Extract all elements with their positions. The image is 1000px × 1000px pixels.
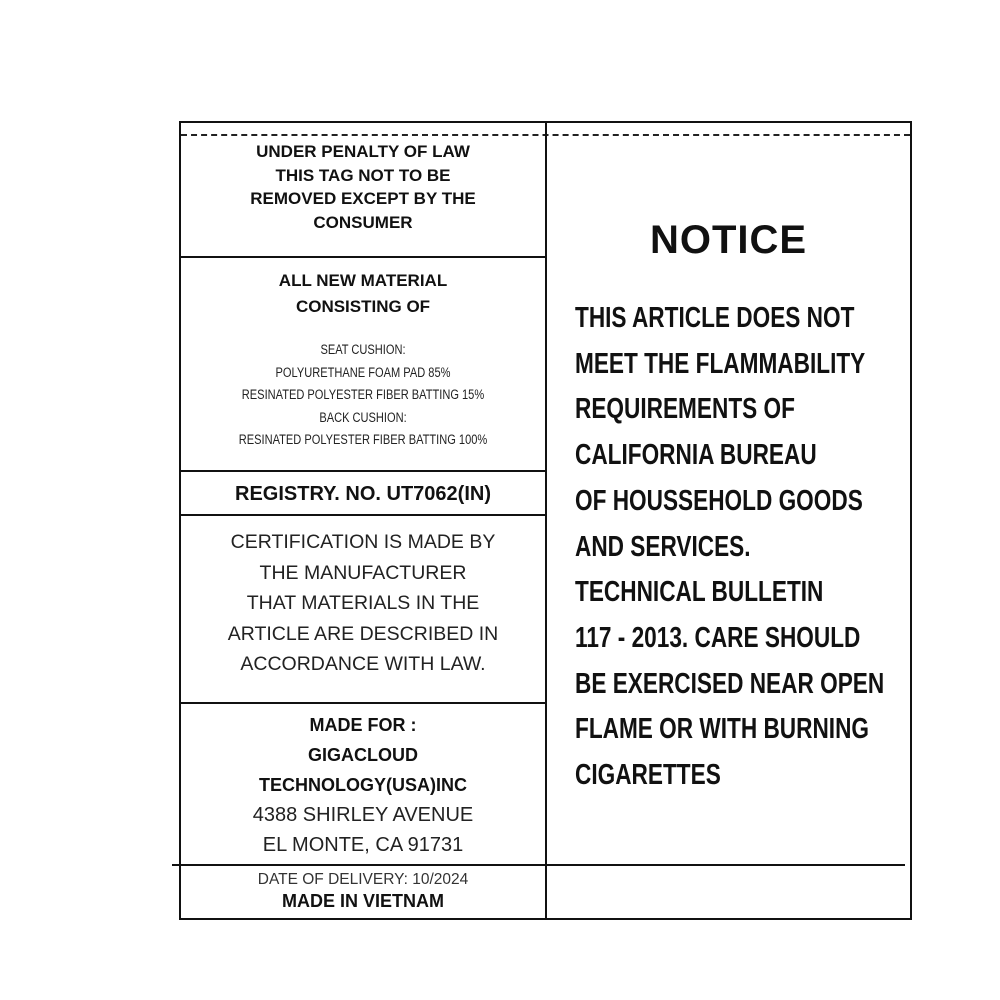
made-for-block: MADE FOR : GIGACLOUD TECHNOLOGY(USA)INC — [259, 715, 467, 795]
divider-5 — [172, 864, 905, 866]
delivery-date: DATE OF DELIVERY: 10/2024 — [257, 871, 469, 888]
address-block: 4388 SHIRLEY AVENUE EL MONTE, CA 91731 — [252, 804, 474, 856]
registry-number: REGISTRY. NO. UT7062(IN) — [235, 483, 491, 505]
material-header: ALL NEW MATERIAL CONSISTING OF — [278, 271, 448, 316]
country-of-origin: MADE IN VIETNAM — [282, 891, 444, 911]
warning-text: UNDER PENALTY OF LAW THIS TAG NOT TO BE REMOVED EXCEPT BY THE CONSUMER — [250, 142, 476, 232]
divider-4 — [181, 702, 545, 704]
delivery-origin-block — [181, 870, 545, 912]
notice-body: THIS ARTICLE DOES NOT MEET THE FLAMMABILITY REQUIREMENTS OF CALIFORNIA BUREAU OF HOUSSEHOLD GOODS AND SERVICES. TECHNICAL BULLETIN 117 - 2013. CARE SHOULD BE EXERCISED NEAR OPEN FLAME OR WITH BURNING CIGARETTES — [575, 302, 885, 792]
divider-1 — [181, 256, 545, 258]
divider-2 — [181, 470, 545, 472]
certification-text: CERTIFICATION IS MADE BY THE MANUFACTURER THAT MATERIALS IN THE ARTICLE ARE DESCRIBED IN ACCORDANCE WITH LAW. — [227, 531, 499, 675]
material-list: SEAT CUSHION: POLYURETHANE FOAM PAD 85% RESINATED POLYESTER FIBER BATTING 15% BACK CUSHION: RESINATED POLYESTER FIBER BATTING 100% — [238, 342, 488, 447]
divider-3 — [181, 514, 545, 516]
notice-title: NOTICE — [649, 218, 808, 262]
